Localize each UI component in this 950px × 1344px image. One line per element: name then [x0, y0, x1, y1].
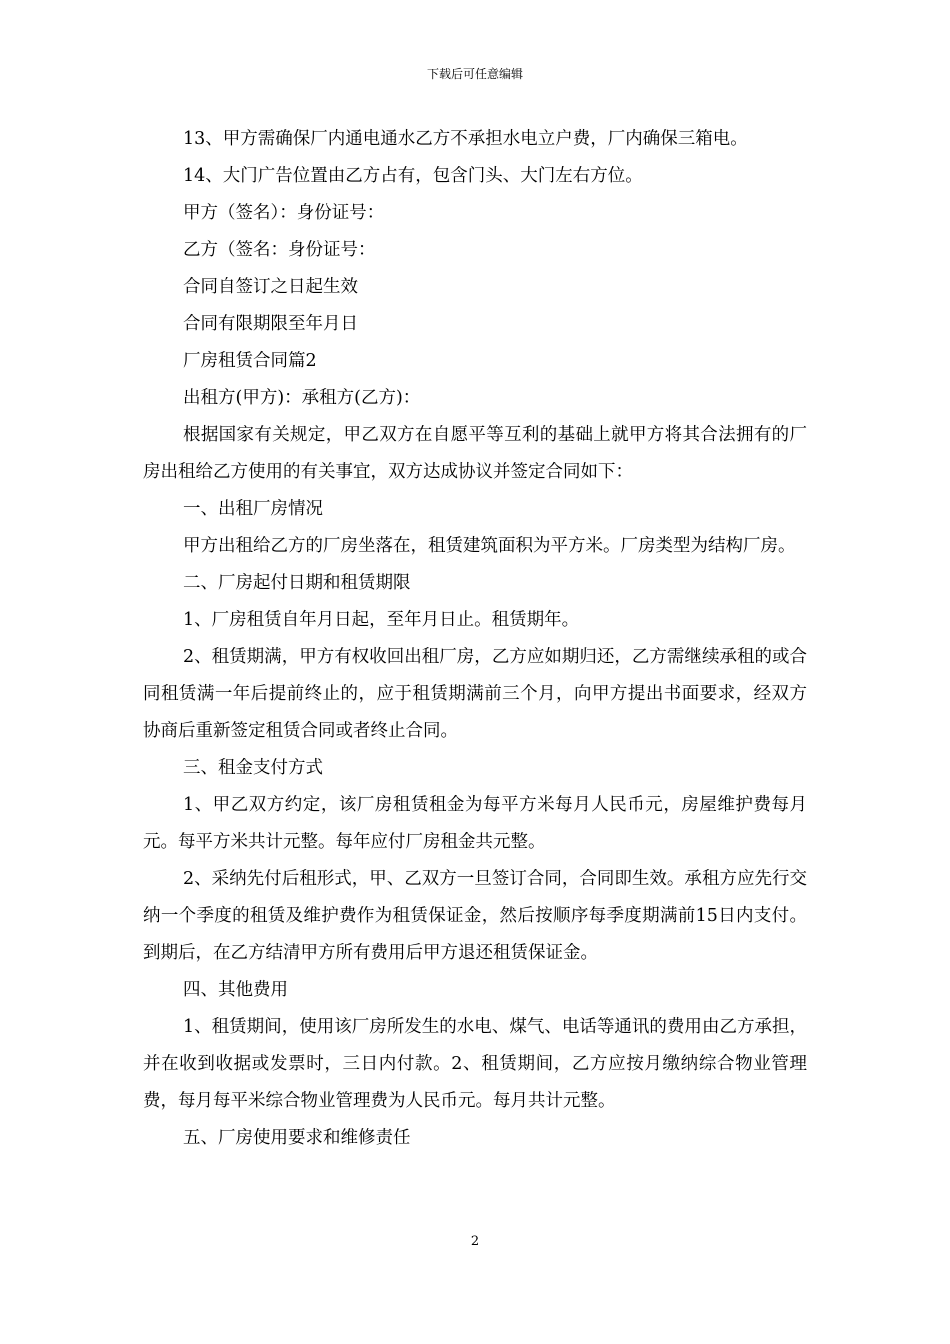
clause-14: 14、大门广告位置由乙方占有，包含门头、大门左右方位。	[183, 166, 643, 186]
preamble-paragraph: 根据国家有关规定，甲乙双方在自愿平等互利的基础上就甲方将其合法拥有的厂房出租给乙方使用的有关事宜，双方达成协议并签定合同如下：	[143, 425, 807, 482]
page-header: 下载后可任意编辑	[426, 67, 523, 81]
party-b-signature: 乙方（签名：身份证号：	[183, 240, 376, 260]
parties-line: 出租方(甲方)：承租方(乙方)：	[183, 388, 421, 408]
heading-4: 四、其他费用	[183, 980, 288, 1000]
heading-5: 五、厂房使用要求和维修责任	[183, 1128, 411, 1148]
heading-3: 三、租金支付方式	[183, 758, 323, 778]
rent-item-1: 1、甲乙双方约定，该厂房租赁租金为每平方米每月人民币元，房屋维护费每月元。每平方米共计元整。每年应付厂房租金共元整。	[143, 795, 807, 852]
rent-item-2: 2、采纳先付后租形式，甲、乙双方一旦签订合同，合同即生效。承租方应先行交纳一个季度的租赁及维护费作为租赁保证金，然后按顺序每季度期满前15日内支付。到期后，在乙方结清甲方所有费用后甲方退还租赁保证金。	[143, 869, 807, 963]
page-number: 2	[470, 1234, 480, 1249]
contract-term: 合同有限期限至年月日	[183, 314, 358, 334]
effective-date: 合同自签订之日起生效	[183, 277, 358, 297]
premises-paragraph: 甲方出租给乙方的厂房坐落在，租赁建筑面积为平方米。厂房类型为结构厂房。	[183, 536, 796, 556]
term-item-1: 1、厂房租赁自年月日起，至年月日止。租赁期年。	[183, 610, 580, 630]
document-body	[143, 121, 807, 1157]
clause-13: 13、甲方需确保厂内通电通水乙方不承担水电立户费，厂内确保三箱电。	[183, 129, 748, 149]
term-item-2: 2、租赁期满，甲方有权收回出租厂房，乙方应如期归还，乙方需继续承租的或合同租赁满一年后提前终止的，应于租赁期满前三个月，向甲方提出书面要求，经双方协商后重新签定租赁合同或者终止合同。	[143, 647, 807, 741]
section-title: 厂房租赁合同篇2	[183, 351, 317, 371]
fees-paragraph: 1、租赁期间，使用该厂房所发生的水电、煤气、电话等通讯的费用由乙方承担，并在收到收据或发票时，三日内付款。2、租赁期间，乙方应按月缴纳综合物业管理费，每月每平米综合物业管理费为人民币元。每月共计元整。	[143, 1017, 807, 1111]
heading-2: 二、厂房起付日期和租赁期限	[183, 573, 411, 593]
party-a-signature: 甲方（签名）：身份证号：	[183, 203, 385, 223]
heading-1: 一、出租厂房情况	[183, 499, 323, 519]
